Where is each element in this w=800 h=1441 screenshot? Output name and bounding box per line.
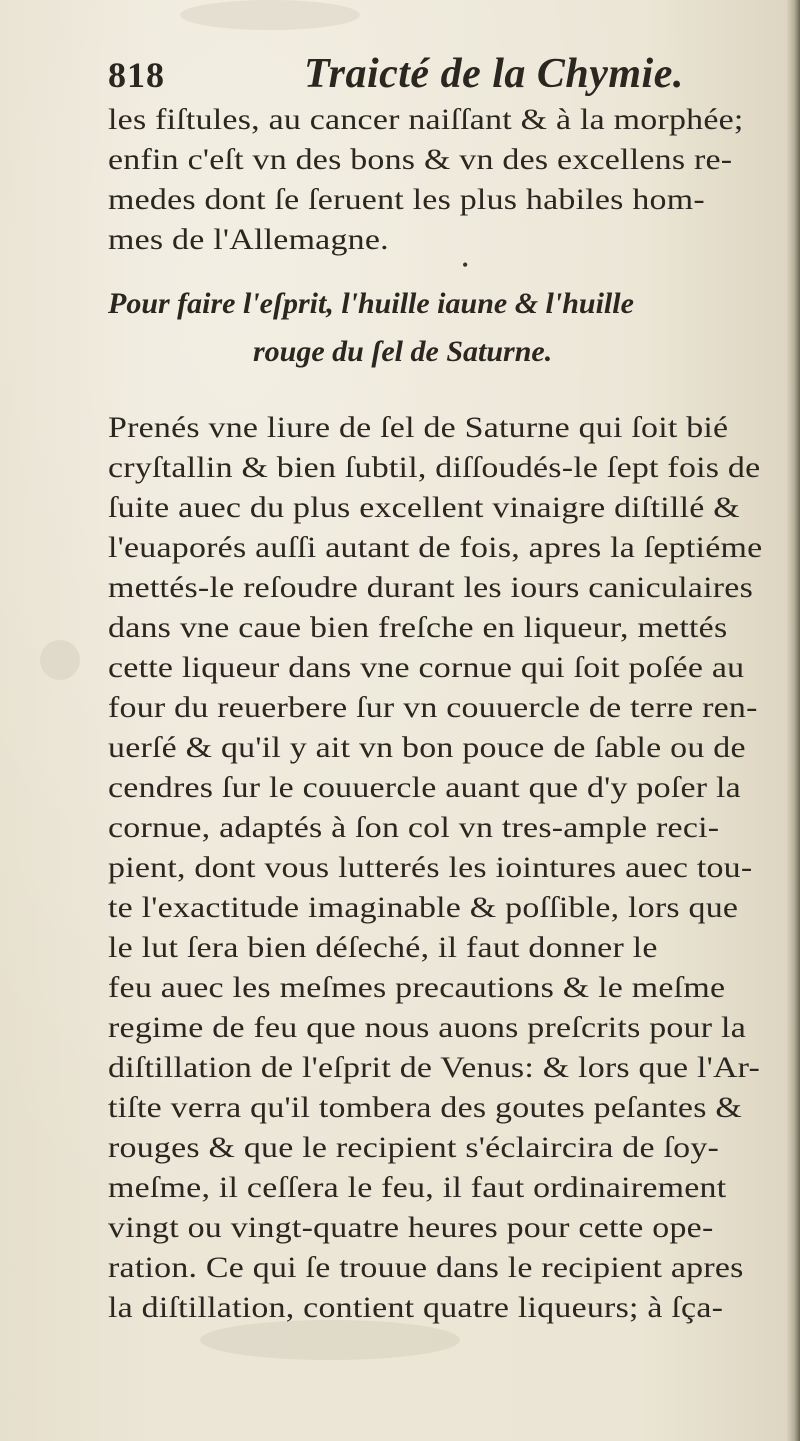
text-line: cryſtallin & bien ſubtil, diſſoudés-le ſept fois de <box>108 452 761 484</box>
text-line: mes de l'Allemagne. <box>108 224 389 256</box>
paragraph-main <box>108 408 768 1328</box>
ornament-dot: • <box>462 255 469 275</box>
text-line: diſtillation de l'eſprit de Venus: & lors que l'Ar- <box>108 1052 761 1084</box>
text-line: vingt ou vingt-quatre heures pour cette ope- <box>108 1212 714 1244</box>
heading-line: Pour faire l'eſprit, l'huille iaune & l'huille <box>108 287 634 320</box>
text-line: meſme, il ceſſera le feu, il faut ordinairement <box>108 1172 727 1204</box>
paper-stain <box>180 0 360 30</box>
section-heading <box>108 280 788 376</box>
text-line: four du reuerbere ſur vn couuercle de terre ren- <box>108 692 758 724</box>
page-edge-shadow <box>786 0 800 1441</box>
text-line: pient, dont vous lutterés les iointures auec tou- <box>108 852 753 884</box>
text-line: mettés-le reſoudre durant les iours caniculaires <box>108 572 754 604</box>
text-line: regime de feu que nous auons preſcrits pour la <box>108 1012 746 1044</box>
text-line: cette liqueur dans vne cornue qui ſoit poſée au <box>108 652 745 684</box>
page-number: 818 <box>108 55 165 95</box>
text-line: rouges & que le recipient s'éclaircira de ſoy- <box>108 1132 720 1164</box>
text-line: tiſte verra qu'il tombera des goutes peſantes & <box>108 1092 742 1124</box>
text-line: enfin c'eſt vn des bons & vn des excellens re- <box>108 144 733 176</box>
text-line: l'euaporés auſſi autant de fois, apres la ſeptiéme <box>108 532 763 564</box>
text-line: cornue, adaptés à ſon col vn tres-ample reci- <box>108 812 720 844</box>
text-line: les fiſtules, au cancer naiſſant & à la morphée; <box>108 104 744 136</box>
text-line: dans vne caue bien freſche en liqueur, mettés <box>108 612 728 644</box>
text-line: la diſtillation, contient quatre liqueurs; à ſça- <box>108 1292 724 1324</box>
text-line: te l'exactitude imaginable & poſſible, lors que <box>108 892 739 924</box>
paper-stain <box>40 640 80 680</box>
text-line: uerſé & qu'il y ait vn bon pouce de ſable ou de <box>108 732 746 764</box>
paragraph-top <box>108 100 768 260</box>
running-title: Traicté de la Chymie. <box>304 51 684 97</box>
text-line: ration. Ce qui ſe trouue dans le recipient apres <box>108 1252 744 1284</box>
text-line: Prenés vne liure de ſel de Saturne qui ſoit bié <box>108 412 729 444</box>
text-line: feu auec les meſmes precautions & le meſme <box>108 972 726 1004</box>
text-line: cendres ſur le couuercle auant que d'y poſer la <box>108 772 741 804</box>
text-line: ſuite auec du plus excellent vinaigre diſtillé & <box>108 492 740 524</box>
text-line: medes dont ſe ſeruent les plus habiles hom- <box>108 184 705 216</box>
text-line: le lut ſera bien déſeché, il faut donner le <box>108 932 658 964</box>
heading-line: rouge du ſel de Saturne. <box>253 335 553 368</box>
